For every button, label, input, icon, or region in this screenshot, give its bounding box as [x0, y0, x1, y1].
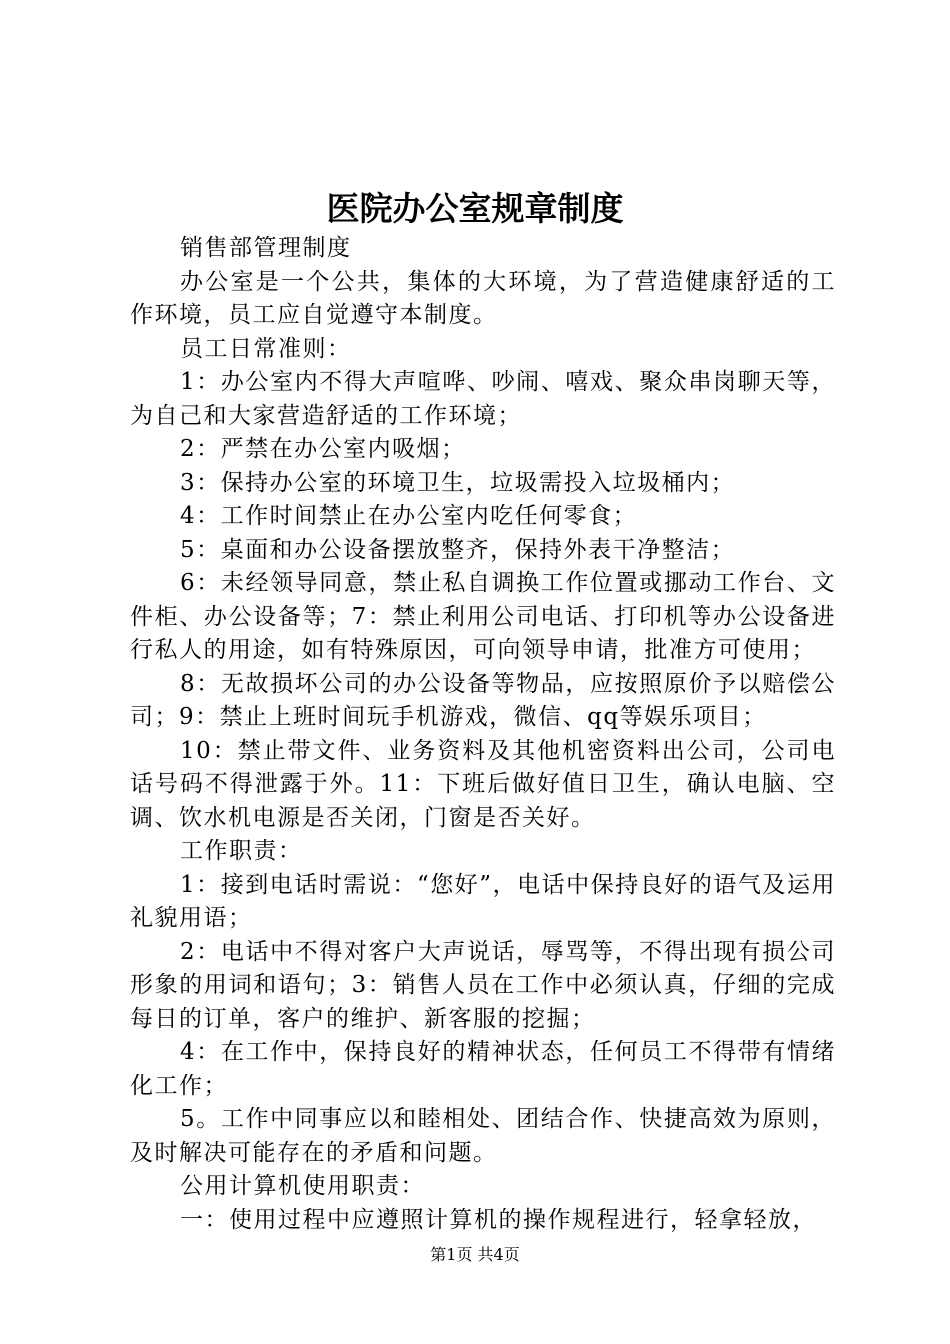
paragraph: 3：保持办公室的环境卫生，垃圾需投入垃圾桶内； [180, 469, 736, 496]
paragraph: 办公室是一个公共，集体的大环境，为了营造健康舒适的工作环境，员工应自觉遵守本制度。 [130, 268, 836, 328]
paragraph: 10：禁止带文件、业务资料及其他机密资料出公司，公司电话号码不得泄露于外。11：下班后做好值日卫生，确认电脑、空调、饮水机电源是否关闭，门窗是否关好。 [130, 737, 836, 831]
document-body [130, 232, 836, 1237]
paragraph: 一：使用过程中应遵照计算机的操作规程进行，轻拿轻放， [180, 1206, 817, 1233]
document-title: 医院办公室规章制度 [326, 189, 624, 228]
page-footer: 第1页 共4页 [430, 1245, 520, 1264]
paragraph: 8：无故损坏公司的办公设备等物品，应按照原价予以赔偿公司；9：禁止上班时间玩手机游戏，微信、qq等娱乐项目； [130, 670, 836, 730]
paragraph: 5：桌面和办公设备摆放整齐，保持外表干净整洁； [180, 536, 736, 563]
paragraph: 工作职责： [180, 838, 303, 864]
paragraph: 4：在工作中，保持良好的精神状态，任何员工不得带有情绪化工作； [130, 1039, 836, 1099]
paragraph: 5。工作中同事应以和睦相处、团结合作、快捷高效为原则，及时解决可能存在的矛盾和问题。 [130, 1106, 836, 1166]
paragraph: 公用计算机使用职责： [180, 1173, 425, 1199]
paragraph: 2：电话中不得对客户大声说话，辱骂等，不得出现有损公司形象的用词和语句；3：销售人员在工作中必须认真，仔细的完成每日的订单，客户的维护、新客服的挖掘； [130, 938, 836, 1032]
paragraph: 4：工作时间禁止在办公室内吃任何零食； [180, 503, 638, 529]
paragraph: 2：严禁在办公室内吸烟； [180, 436, 466, 462]
paragraph: 销售部管理制度 [180, 235, 352, 261]
paragraph: 1：接到电话时需说：“您好”，电话中保持良好的语气及运用礼貌用语； [130, 871, 836, 931]
paragraph: 1：办公室内不得大声喧哗、吵闹、嘻戏、聚众串岗聊天等，为自己和大家营造舒适的工作环境； [130, 369, 836, 429]
paragraph: 6：未经领导同意，禁止私自调换工作位置或挪动工作台、文件柜、办公设备等；7：禁止利用公司电话、打印机等办公设备进行私人的用途，如有特殊原因，可向领导申请，批准方可使用； [130, 570, 836, 663]
paragraph: 员工日常准则： [180, 335, 352, 362]
